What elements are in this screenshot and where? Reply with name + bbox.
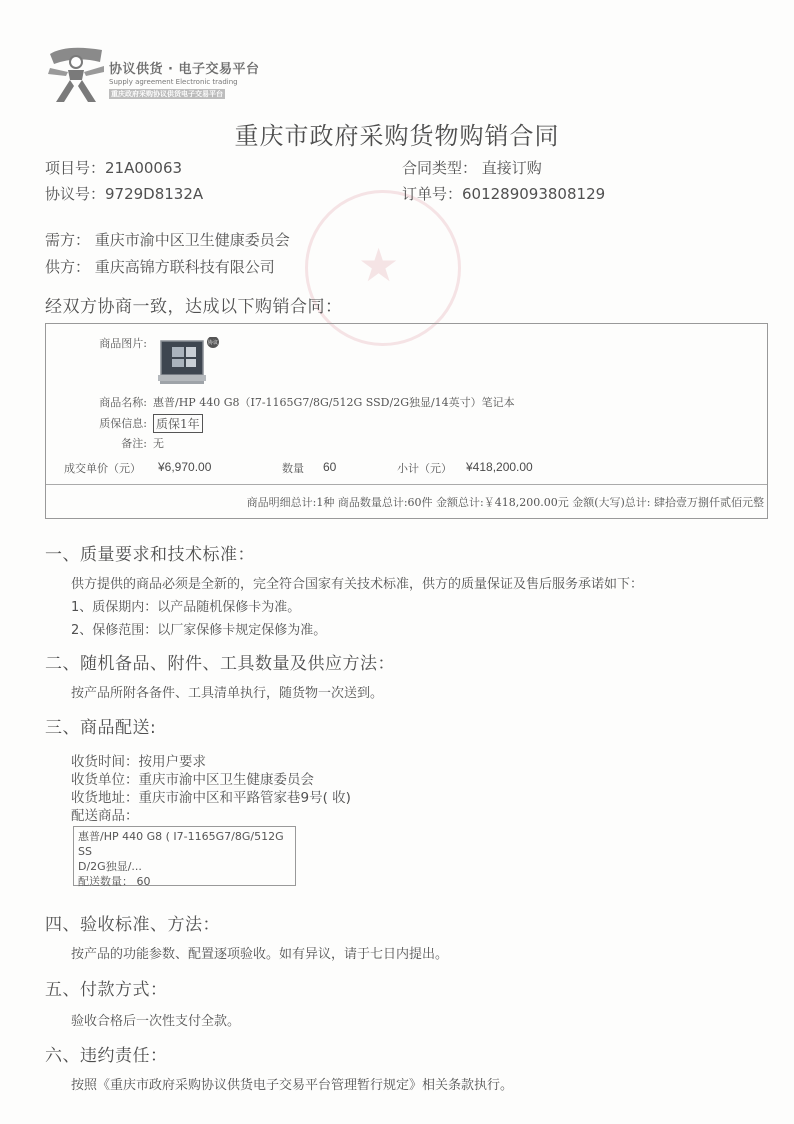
section-1-item-2: 2、保修范围：以厂家保修卡规定保修为准。 xyxy=(71,623,327,638)
seal-star-icon: ★ xyxy=(358,238,400,292)
logo-subtitle: 重庆政府采购协议供货电子交易平台 xyxy=(111,90,223,98)
section-6-paragraph: 按照《重庆市政府采购协议供货电子交易平台管理暂行规定》相关条款执行。 xyxy=(71,1078,514,1093)
document-title: 重庆市政府采购货物购销合同 xyxy=(234,122,560,150)
section-5-paragraph: 验收合格后一次性支付全款。 xyxy=(71,1014,241,1029)
delivery-address: 收货地址：重庆市渝中区和平路管家巷9号( 收) xyxy=(71,790,351,806)
section-1-item-1: 1、质保期内：以产品随机保修卡为准。 xyxy=(71,600,301,615)
product-name-label: 商品名称: xyxy=(99,396,147,409)
section-4-paragraph: 按产品的功能参数、配置逐项验收。如有异议，请于七日内提出。 xyxy=(71,947,449,962)
order-summary: 商品明细总计:1种 商品数量总计:60件 金额总计:￥418,200.00元 金额(大写)总计: 肆拾壹万捌仟贰佰元整 xyxy=(246,496,764,509)
remark-label: 备注: xyxy=(121,437,147,450)
agreement-number: 协议号：9729D8132A xyxy=(45,185,204,203)
agreement-intro: 经双方协商一致，达成以下购销合同： xyxy=(45,297,343,317)
svg-text:协议: 协议 xyxy=(207,340,219,346)
delivery-time: 收货时间：按用户要求 xyxy=(71,754,206,770)
unit-price-label: 成交单价（元） xyxy=(64,462,141,475)
order-number: 订单号：601289093808129 xyxy=(402,185,606,203)
section-1-paragraph: 供方提供的商品必须是全新的，完全符合国家有关技术标准，供方的质量保证及售后服务承诺如下： xyxy=(71,577,644,592)
delivery-goods-box xyxy=(73,826,296,886)
contract-type: 合同类型： 直接订购 xyxy=(402,159,542,177)
buyer: 需方： 重庆市渝中区卫生健康委员会 xyxy=(45,231,290,249)
quantity: 60 xyxy=(323,460,337,474)
platform-logo xyxy=(46,40,276,110)
section-1-title: 一、质量要求和技术标准： xyxy=(45,545,255,565)
logo-chinese-name: 协议供货 · 电子交易平台 xyxy=(109,62,260,77)
delivery-goods-label: 配送商品： xyxy=(71,808,139,824)
warranty-label: 质保信息: xyxy=(99,417,147,430)
section-6-title: 六、违约责任： xyxy=(45,1046,168,1066)
product-image xyxy=(158,337,219,385)
product-divider xyxy=(46,484,767,485)
unit-price: ¥6,970.00 xyxy=(158,460,212,474)
delivery-unit: 收货单位：重庆市渝中区卫生健康委员会 xyxy=(71,772,314,788)
platform-logo-icon xyxy=(46,40,106,104)
section-4-title: 四、验收标准、方法： xyxy=(45,915,220,935)
laptop-icon xyxy=(158,337,222,387)
project-number: 项目号：21A00063 xyxy=(45,159,183,177)
delivery-goods-quantity: 配送数量： 60 xyxy=(78,875,151,888)
product-image-label: 商品图片: xyxy=(99,337,147,350)
section-5-title: 五、付款方式： xyxy=(45,980,168,1000)
section-2-title: 二、随机备品、附件、工具数量及供应方法： xyxy=(45,654,395,674)
remark-value: 无 xyxy=(153,437,164,450)
subtotal: ¥418,200.00 xyxy=(466,460,533,474)
delivery-goods-line-1: 惠普/HP 440 G8 ( I7-1165G7/8G/512G SS xyxy=(78,830,284,858)
product-name: 惠普/HP 440 G8（I7-1165G7/8G/512G SSD/2G独显/14英寸）笔记本 xyxy=(153,396,515,409)
subtotal-label: 小计（元） xyxy=(397,462,452,475)
quantity-label: 数量 xyxy=(282,462,304,475)
section-3-title: 三、商品配送: xyxy=(45,718,157,738)
logo-english-name: Supply agreement Electronic trading xyxy=(109,78,238,86)
section-2-paragraph: 按产品所附各备件、工具清单执行，随货物一次送到。 xyxy=(71,686,384,701)
delivery-goods-line-2: D/2G独显/... xyxy=(78,860,142,873)
warranty-tag: 质保1年 xyxy=(153,414,203,433)
seller: 供方： 重庆高锦方联科技有限公司 xyxy=(45,258,275,276)
